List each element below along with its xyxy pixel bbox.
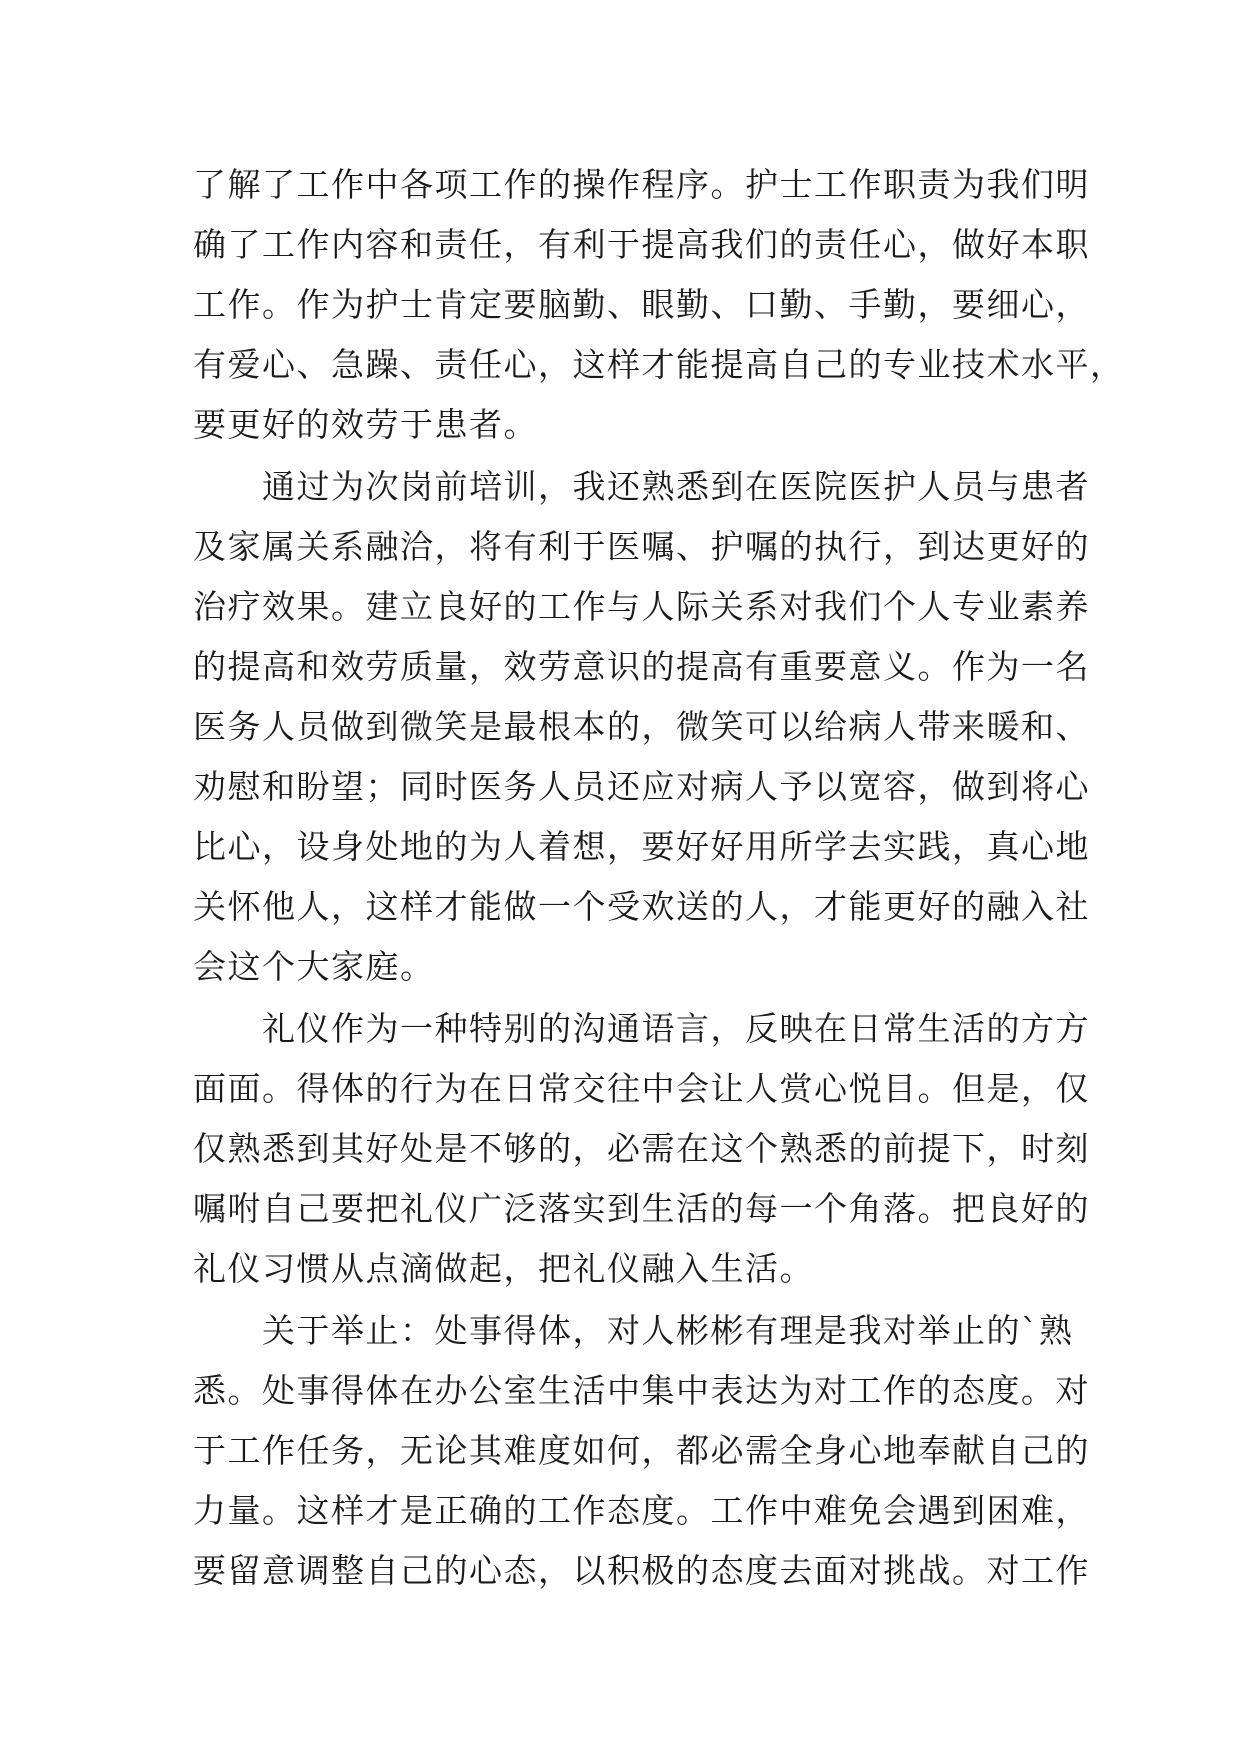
text-line: 嘱咐自己要把礼仪广泛落实到生活的每一个角落。把良好的 — [193, 1189, 1090, 1228]
text-line: 及家属关系融洽，将有利于医嘱、护嘱的执行，到达更好的 — [193, 527, 1090, 566]
text-line: 工作。作为护士肯定要脑勤、眼勤、口勤、手勤，要细心， — [193, 285, 1090, 324]
paragraph-4 — [193, 1301, 1090, 1601]
text-line: 仅熟悉到其好处是不够的，必需在这个熟悉的前提下，时刻 — [193, 1129, 1090, 1168]
text-line: 于工作任务，无论其难度如何，都必需全身心地奉献自己的 — [193, 1431, 1090, 1470]
text-line: 的提高和效劳质量，效劳意识的提高有重要意义。作为一名 — [193, 647, 1090, 686]
text-line: 面面。得体的行为在日常交往中会让人赏心悦目。但是，仅 — [193, 1069, 1090, 1108]
text-line: 确了工作内容和责任，有利于提高我们的责任心，做好本职 — [193, 225, 1090, 264]
text-line: 了解了工作中各项工作的操作程序。护士工作职责为我们明 — [193, 165, 1090, 204]
text-line: 礼仪习惯从点滴做起，把礼仪融入生活。 — [193, 1249, 814, 1288]
text-line: 通过为次岗前培训，我还熟悉到在医院医护人员与患者 — [193, 467, 1090, 506]
paragraph-3 — [193, 999, 1090, 1299]
paragraph-2 — [193, 457, 1090, 997]
text-line: 有爱心、急躁、责任心，这样才能提高自己的专业技术水平， — [193, 345, 1125, 384]
text-line: 医务人员做到微笑是最根本的，微笑可以给病人带来暖和、 — [193, 707, 1090, 746]
text-line: 治疗效果。建立良好的工作与人际关系对我们个人专业素养 — [193, 587, 1090, 626]
text-line: 力量。这样才是正确的工作态度。工作中难免会遇到困难， — [193, 1491, 1090, 1530]
text-line: 悉。处事得体在办公室生活中集中表达为对工作的态度。对 — [193, 1371, 1090, 1410]
text-line: 比心，设身处地的为人着想，要好好用所学去实践，真心地 — [193, 827, 1090, 866]
paragraph-1 — [193, 155, 1125, 455]
text-line: 会这个大家庭。 — [193, 947, 435, 986]
text-line: 要留意调整自己的心态，以积极的态度去面对挑战。对工作 — [193, 1551, 1090, 1590]
text-line: 关怀他人，这样才能做一个受欢送的人，才能更好的融入社 — [193, 887, 1090, 926]
text-line: 劝慰和盼望；同时医务人员还应对病人予以宽容，做到将心 — [193, 767, 1090, 806]
text-line: 关于举止：处事得体，对人彬彬有理是我对举止的`熟 — [193, 1311, 1074, 1350]
text-line: 礼仪作为一种特别的沟通语言，反映在日常生活的方方 — [193, 1009, 1090, 1048]
text-line: 要更好的效劳于患者。 — [193, 405, 538, 444]
document-page — [193, 155, 1125, 1601]
